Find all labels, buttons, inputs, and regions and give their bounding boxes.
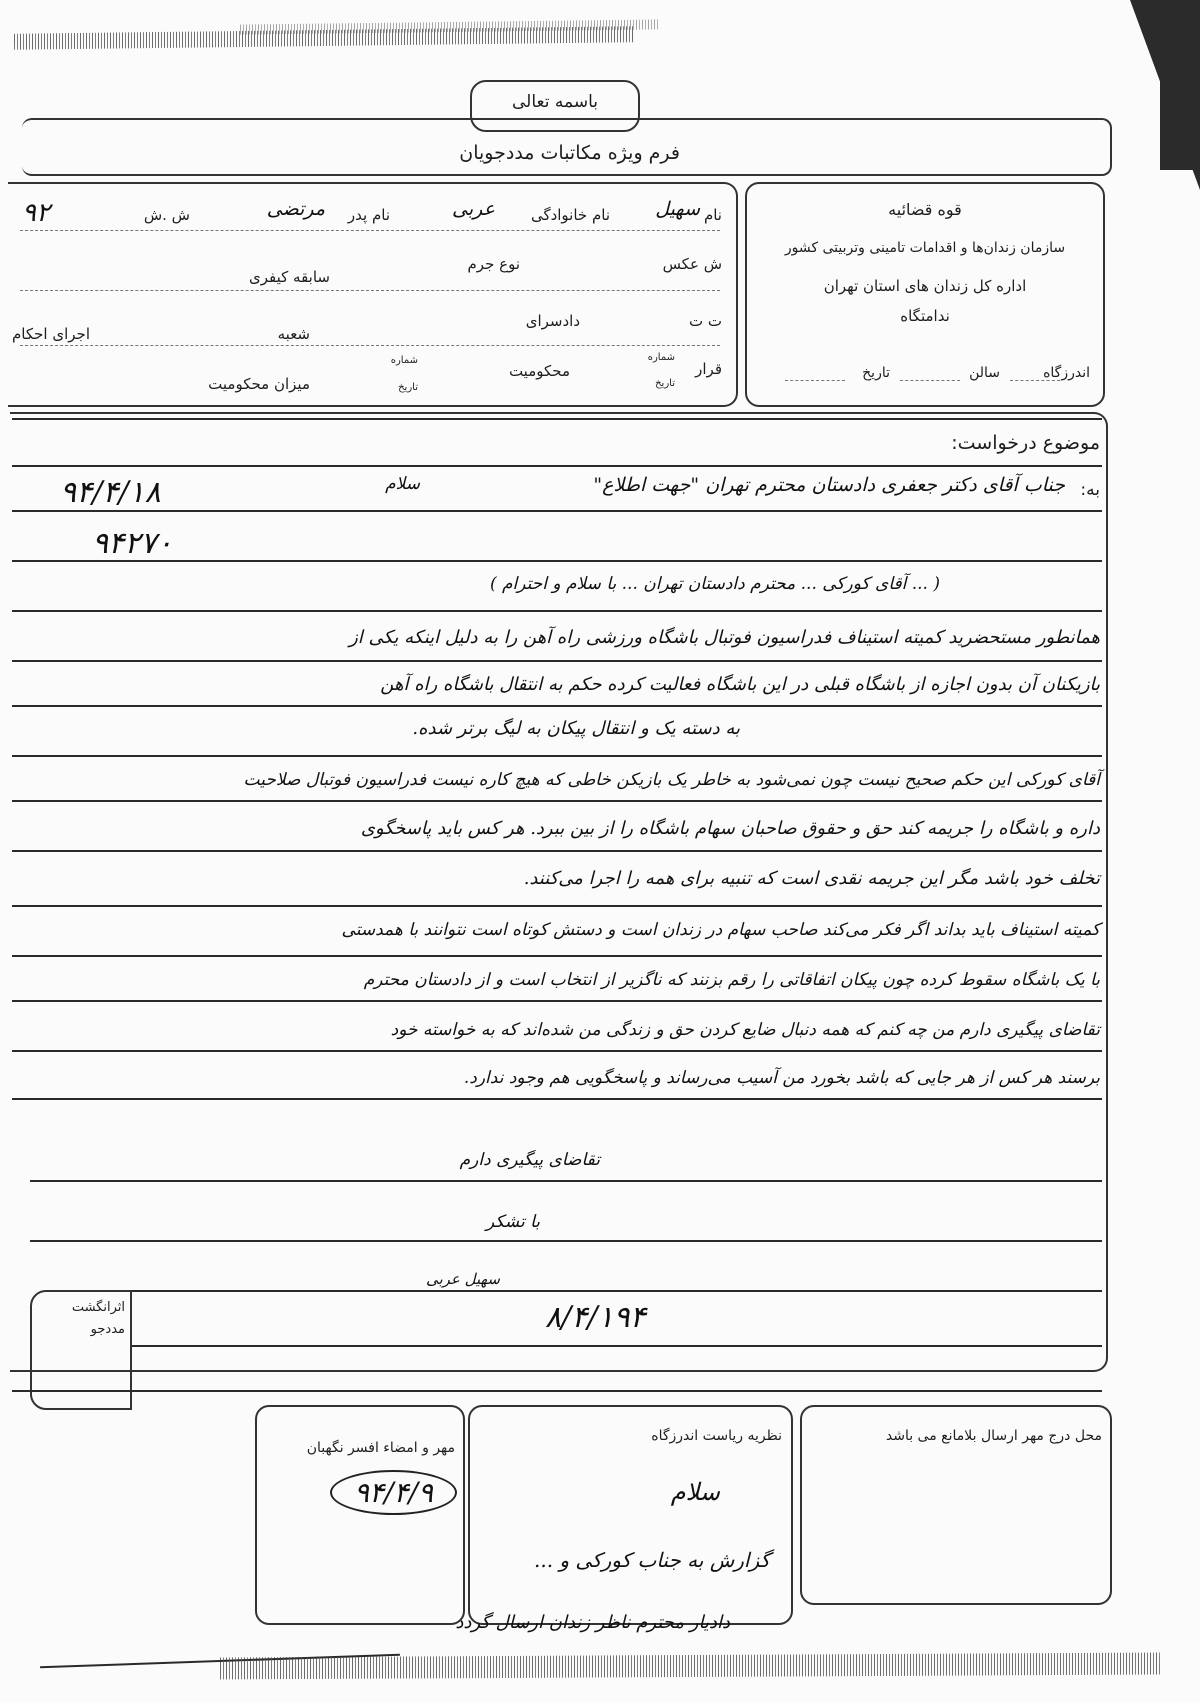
request-body-box bbox=[10, 412, 1108, 1372]
fingerprint-label: اثرانگشت bbox=[71, 1300, 125, 1315]
row2-underline bbox=[20, 290, 720, 291]
ruled-line bbox=[12, 705, 1102, 707]
ruled-line bbox=[30, 1240, 1102, 1242]
body-line-7: کمیته استیناف باید بداند اگر فکر می‌کند صاحب سهام در زندان است و دستش کوتاه است نتوانند با همدستی bbox=[341, 920, 1100, 940]
addressee-value: جناب آقای دکتر جعفری دادستان محترم تهران "جهت اطلاع" bbox=[593, 474, 1065, 496]
criminal-record-label: سابقه کیفری bbox=[249, 268, 330, 286]
sentence-date-label: تاریخ bbox=[398, 382, 418, 393]
andarzgah-label: اندرزگاه bbox=[1043, 365, 1090, 381]
ruled-line bbox=[12, 510, 1102, 512]
ruled-line bbox=[30, 1180, 1102, 1182]
closing-line-2: با تشکر bbox=[486, 1212, 540, 1232]
closing-date: ۸/۴/۱۹۴ bbox=[545, 1300, 646, 1335]
ruled-line bbox=[12, 755, 1102, 757]
row3-underline bbox=[20, 345, 720, 346]
scan-shadow-corner bbox=[1130, 0, 1200, 190]
ward-opinion-note-1: سلام bbox=[670, 1478, 720, 1506]
reference-number-1: ۹۴/۴/۱۸ bbox=[60, 475, 161, 510]
prosecutor-office-label: دادسرای bbox=[525, 312, 580, 330]
sentence-amount-label: میزان محکومیت bbox=[208, 375, 310, 393]
salon-field bbox=[900, 380, 960, 381]
ward-opinion-label: نظریه ریاست اندرزگاه bbox=[651, 1428, 782, 1444]
ruled-line bbox=[12, 660, 1102, 662]
body-line-6: تخلف خود باشد مگر این جریمه نقدی است که تنبیه برای همه را اجرا می‌کنند. bbox=[523, 868, 1100, 889]
ruled-line bbox=[12, 905, 1102, 907]
crime-type-label: نوع جرم bbox=[467, 255, 520, 273]
judiciary-title: قوه قضائیه bbox=[888, 200, 962, 219]
subject-label: موضوع درخواست: bbox=[951, 432, 1100, 454]
ruled-line bbox=[12, 955, 1102, 957]
ruled-line bbox=[12, 1000, 1102, 1002]
ruled-line bbox=[130, 1345, 1102, 1347]
body-line-9: تقاضای پیگیری دارم من چه کنم که همه دنبال ضایع کردن حق و زندگی من شده‌اند که به خواسته خود bbox=[390, 1020, 1100, 1040]
salon-label: سالن bbox=[969, 365, 1000, 381]
ward-opinion-note-3: دادیار محترم ناظر زندان ارسال گردد bbox=[455, 1612, 730, 1633]
order-number-label: شماره bbox=[647, 352, 675, 363]
inmate-label: مددجو bbox=[90, 1322, 125, 1337]
tehran-prisons-admin: اداره کل زندان های استان تهران bbox=[823, 277, 1027, 295]
closing-line-1: تقاضای پیگیری دارم bbox=[459, 1150, 600, 1170]
ruled-line bbox=[12, 850, 1102, 852]
body-line-10: برسند هر کس از هر جایی که باشد بخورد من آسیب می‌رساند و پاسخگویی هم وجود ندارد. bbox=[463, 1068, 1100, 1088]
body-line-5: داره و باشگاه را جریمه کند حق و حقوق صاحبان سهام باشگاه را از بین ببرد. هر کس باید پاسخگوی bbox=[360, 818, 1100, 839]
andarzgah-field bbox=[1010, 380, 1060, 381]
branch-label: شعبه bbox=[277, 325, 310, 343]
sentence-number-label: شماره bbox=[390, 355, 418, 366]
form-title: فرم ویژه مکاتبات مددجویان bbox=[459, 142, 680, 164]
order-date-label: تاریخ bbox=[655, 378, 675, 389]
cc-line: ( ... آقای کورکی ... محترم دادستان تهران ... با سلام و احترام ) bbox=[489, 574, 940, 594]
ruled-line bbox=[12, 465, 1102, 467]
supervisor-label: مهر و امضاء افسر نگهبان bbox=[306, 1440, 455, 1456]
ruled-line bbox=[12, 1050, 1102, 1052]
addressee-label: به: bbox=[1080, 480, 1100, 500]
bismillah-text: باسمه تعالی bbox=[512, 92, 598, 112]
family-name-value: عربی bbox=[452, 198, 495, 220]
ruled-line bbox=[130, 1290, 1102, 1292]
enforcement-label: اجرای احکام bbox=[12, 325, 90, 343]
family-name-label: نام خانوادگی bbox=[530, 206, 610, 224]
body-line-8: با یک باشگاه سقوط کرده چون پیکان اتفاقاتی را رقم بزنند که ناگزیر از انتخاب است و از دادستان محترم bbox=[363, 970, 1100, 990]
supervisor-box bbox=[255, 1405, 465, 1625]
photo-number-label: ش عکس bbox=[662, 255, 722, 273]
scan-noise-bottom bbox=[220, 1653, 1160, 1680]
name-label: نام bbox=[703, 206, 722, 224]
addressee-greeting: سلام bbox=[385, 474, 420, 494]
ward-opinion-note-2: گزارش به جناب کورکی و ... bbox=[533, 1548, 770, 1572]
name-value: سهیل bbox=[655, 198, 700, 220]
signature-name: سهیل عربی bbox=[425, 1270, 500, 1288]
row1-underline bbox=[20, 230, 720, 231]
ruled-line bbox=[12, 560, 1102, 562]
body-line-4: آقای کورکی این حکم صحیح نیست چون نمی‌شود به خاطر یک بازیکن خاطی که هیچ کاره نیست فدراسیون فوتبال صلاحیت bbox=[243, 770, 1100, 790]
ruled-line bbox=[12, 1390, 1102, 1392]
prisons-org-name: سازمان زندان‌ها و اقدامات تامینی وتربیتی کشور bbox=[784, 240, 1066, 256]
tt-label: ت ت bbox=[688, 312, 722, 330]
id-number-value: ۹۲ bbox=[22, 198, 50, 228]
order-label: قرار bbox=[695, 360, 722, 378]
id-number-label: ش .ش bbox=[143, 206, 190, 224]
father-name-value: مرتضی bbox=[266, 198, 325, 220]
supervisor-date: ۹۴/۴/۹ bbox=[330, 1470, 457, 1515]
date-field bbox=[785, 380, 845, 381]
date-label: تاریخ bbox=[862, 365, 890, 381]
ruled-line bbox=[12, 1098, 1102, 1100]
body-line-3: به دسته یک و انتقال پیکان به لیگ برتر شده. bbox=[412, 718, 740, 739]
ruled-line bbox=[12, 800, 1102, 802]
body-line-2: بازیکنان آن بدون اجازه از باشگاه قبلی در این باشگاه فعالیت کرده حکم به انتقال باشگاه راه آهن bbox=[380, 674, 1100, 695]
ruled-line bbox=[12, 418, 1102, 420]
prison-name-label: ندامتگاه bbox=[900, 307, 950, 325]
body-line-1: همانطور مستحضرید کمیته استیناف فدراسیون فوتبال باشگاه ورزشی راه آهن را به دلیل اینکه یکی از bbox=[349, 627, 1100, 648]
seal-box-label: محل درج مهر ارسال بلامانع می باشد bbox=[885, 1428, 1102, 1444]
reference-number-2: ۹۴۲۷۰ bbox=[92, 526, 173, 561]
father-name-label: نام پدر bbox=[347, 206, 390, 224]
sentence-label: محکومیت bbox=[508, 362, 570, 380]
ruled-line bbox=[12, 610, 1102, 612]
